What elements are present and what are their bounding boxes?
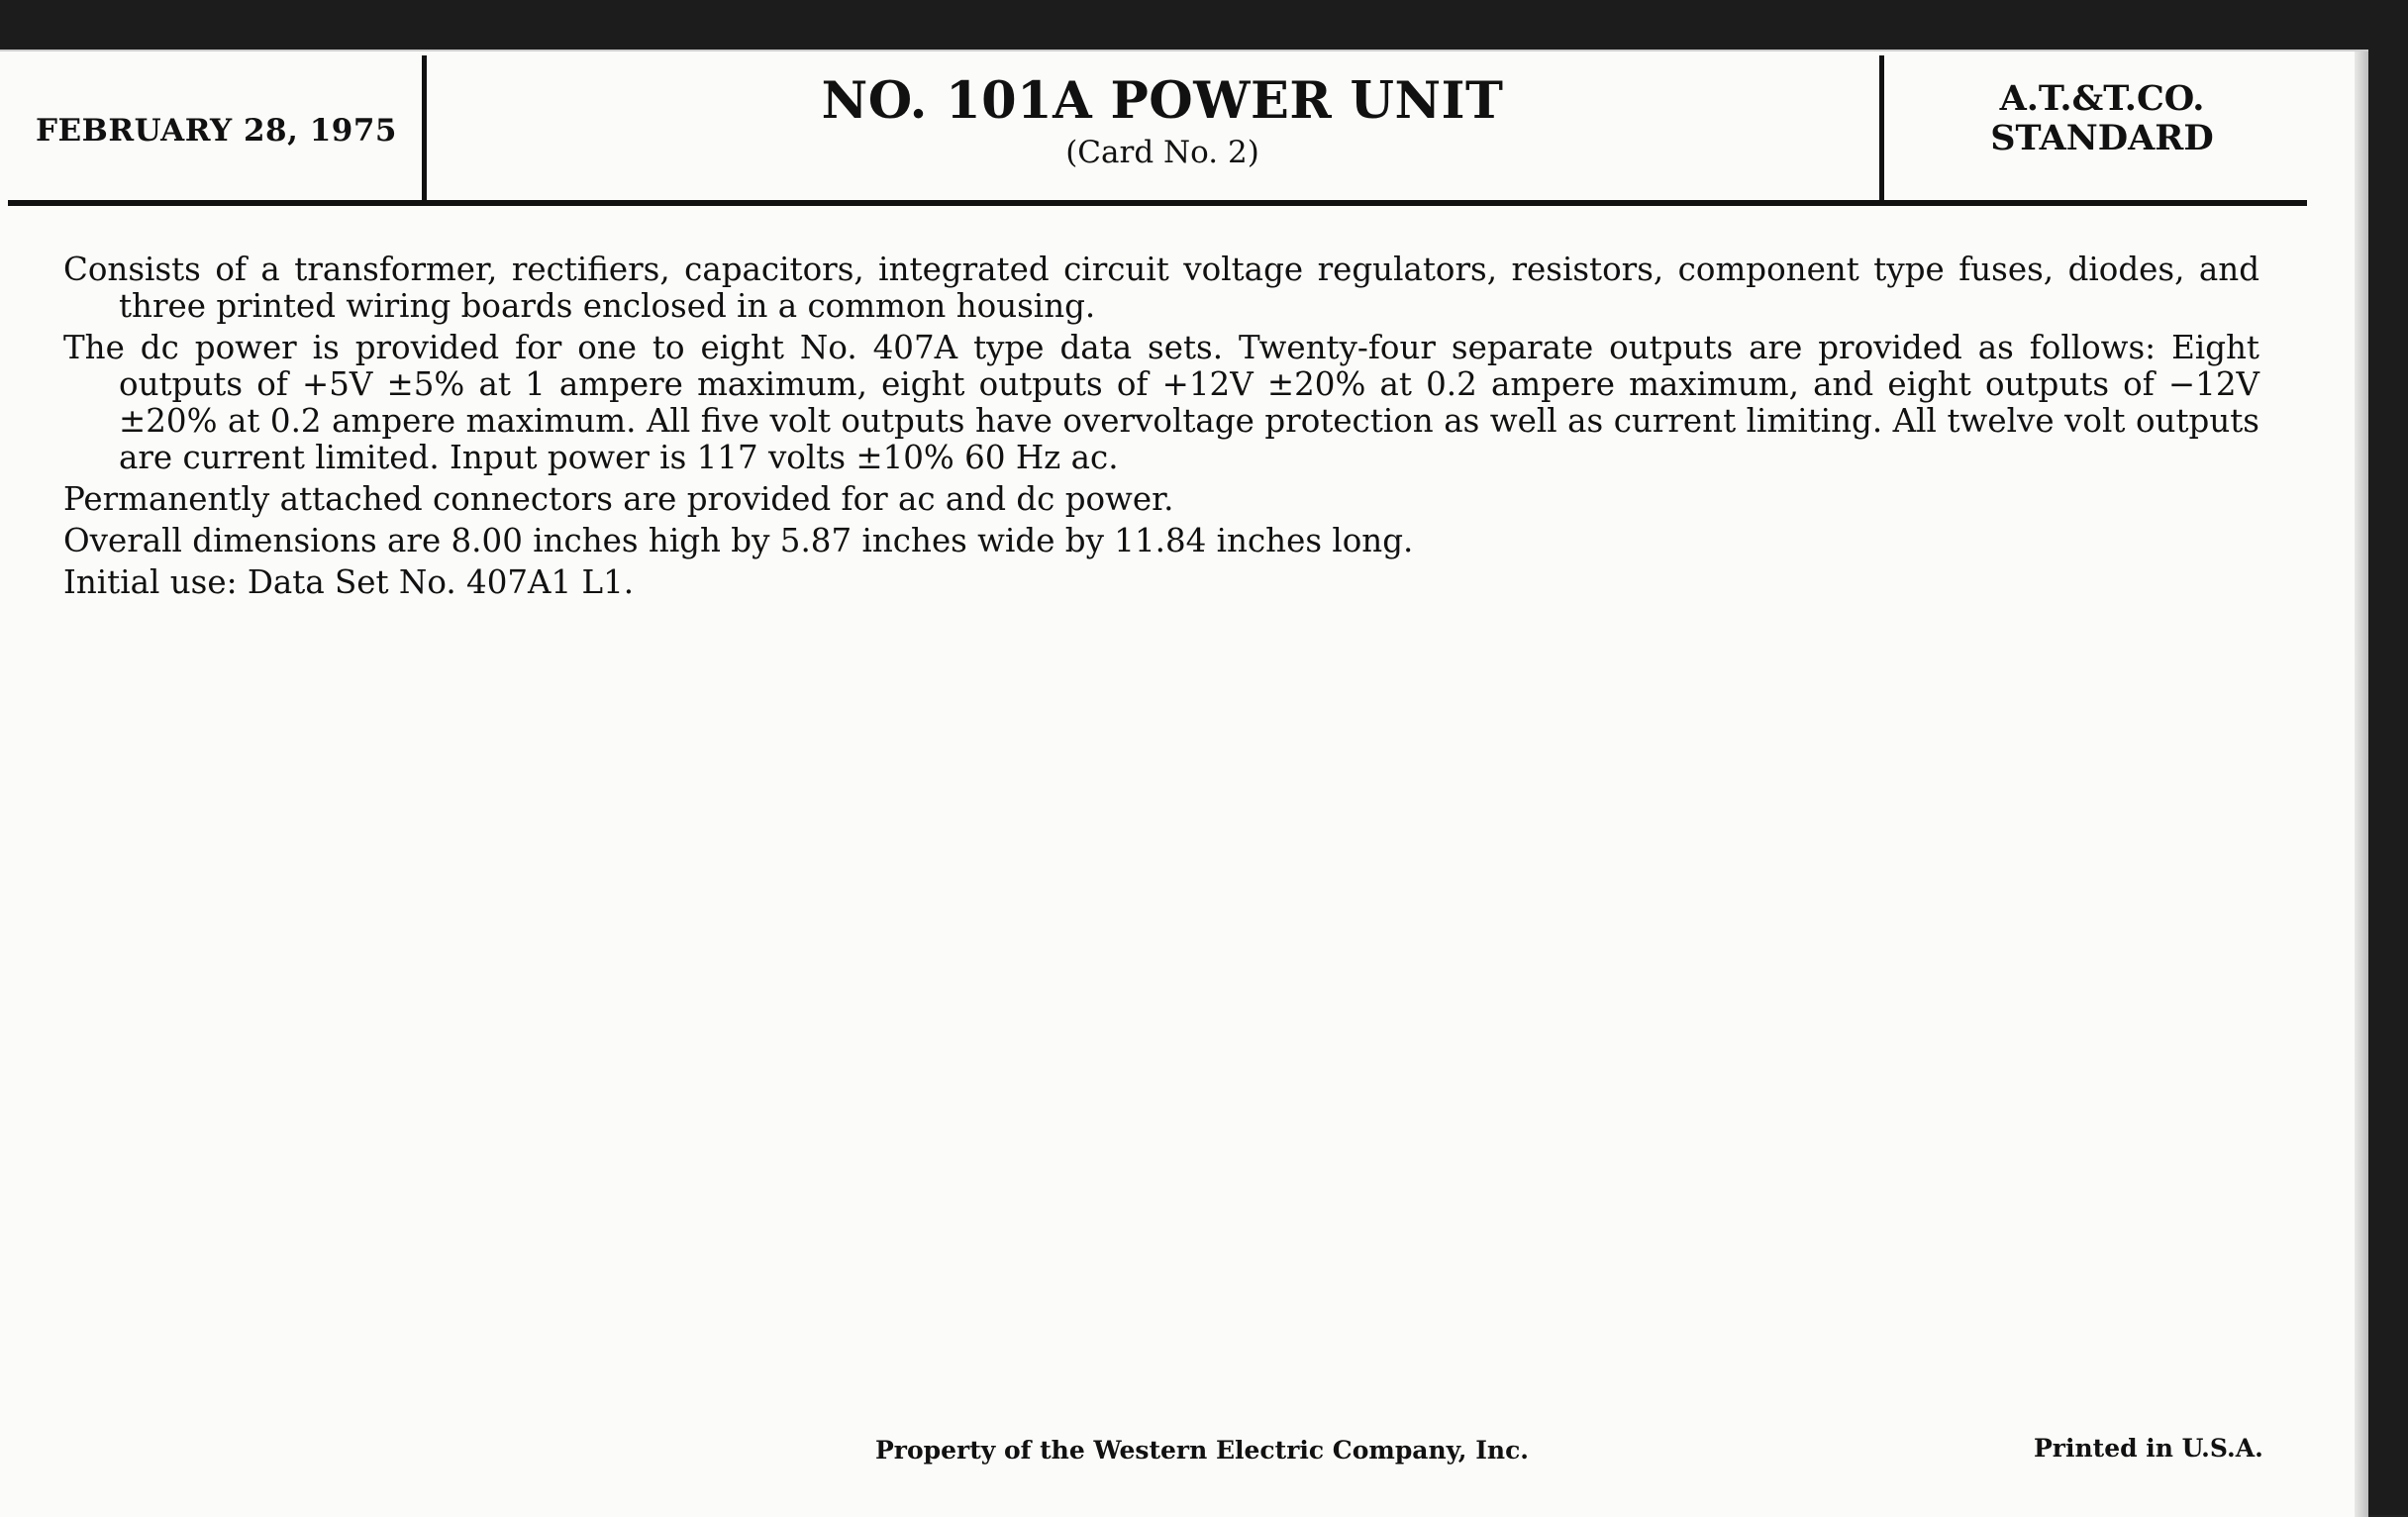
header-divider-left bbox=[422, 55, 427, 202]
card-subtitle: (Card No. 2) bbox=[1065, 135, 1259, 170]
card-title: NO. 101A POWER UNIT bbox=[821, 71, 1504, 131]
printed-notice: Printed in U.S.A. bbox=[2034, 1434, 2263, 1463]
standard-org: A.T.&T.CO. bbox=[1999, 78, 2205, 119]
card-header bbox=[8, 51, 2307, 208]
index-card bbox=[0, 50, 2368, 1517]
scan-background-top bbox=[0, 0, 2408, 51]
header-rule bbox=[8, 200, 2307, 206]
standard-label: STANDARD bbox=[1990, 118, 2214, 158]
property-notice: Property of the Western Electric Company, Inc. bbox=[875, 1436, 1530, 1465]
initial-use-paragraph: Initial use: Data Set No. 407A1 L1. bbox=[63, 563, 635, 601]
scan-background-right bbox=[2368, 0, 2408, 1515]
card-edge-shadow bbox=[2355, 51, 2368, 1517]
issue-date: FEBRUARY 28, 1975 bbox=[36, 113, 397, 149]
dimensions-paragraph: Overall dimensions are 8.00 inches high by 5.87 inches wide by 11.84 inches long. bbox=[63, 522, 1414, 559]
connectors-paragraph: Permanently attached connectors are provided for ac and dc power. bbox=[63, 480, 1174, 518]
card-body bbox=[63, 252, 2259, 606]
power-output-paragraph: The dc power is provided for one to eight No. 407A type data sets. Twenty-four separate outputs are provided as follows: Eight outputs of +5V ±5% at 1 ampere maximum, eight outputs of +12V ±20% at 0.2 ampere maximum, and eight outputs of −12V ±20% at 0.2 ampere maximum. All five volt outputs have overvoltage protection as well as current limiting. All twelve volt outputs are current limited. Input power is 117 volts ±10% 60 Hz ac. bbox=[63, 329, 2259, 476]
description-paragraph: Consists of a transformer, rectifiers, capacitors, integrated circuit voltage regulators, resistors, component type fuses, diodes, and three printed wiring boards enclosed in a common housing. bbox=[63, 251, 2259, 325]
standard-block bbox=[1899, 79, 2305, 158]
header-divider-right bbox=[1879, 55, 1884, 202]
title-block bbox=[440, 71, 1885, 170]
